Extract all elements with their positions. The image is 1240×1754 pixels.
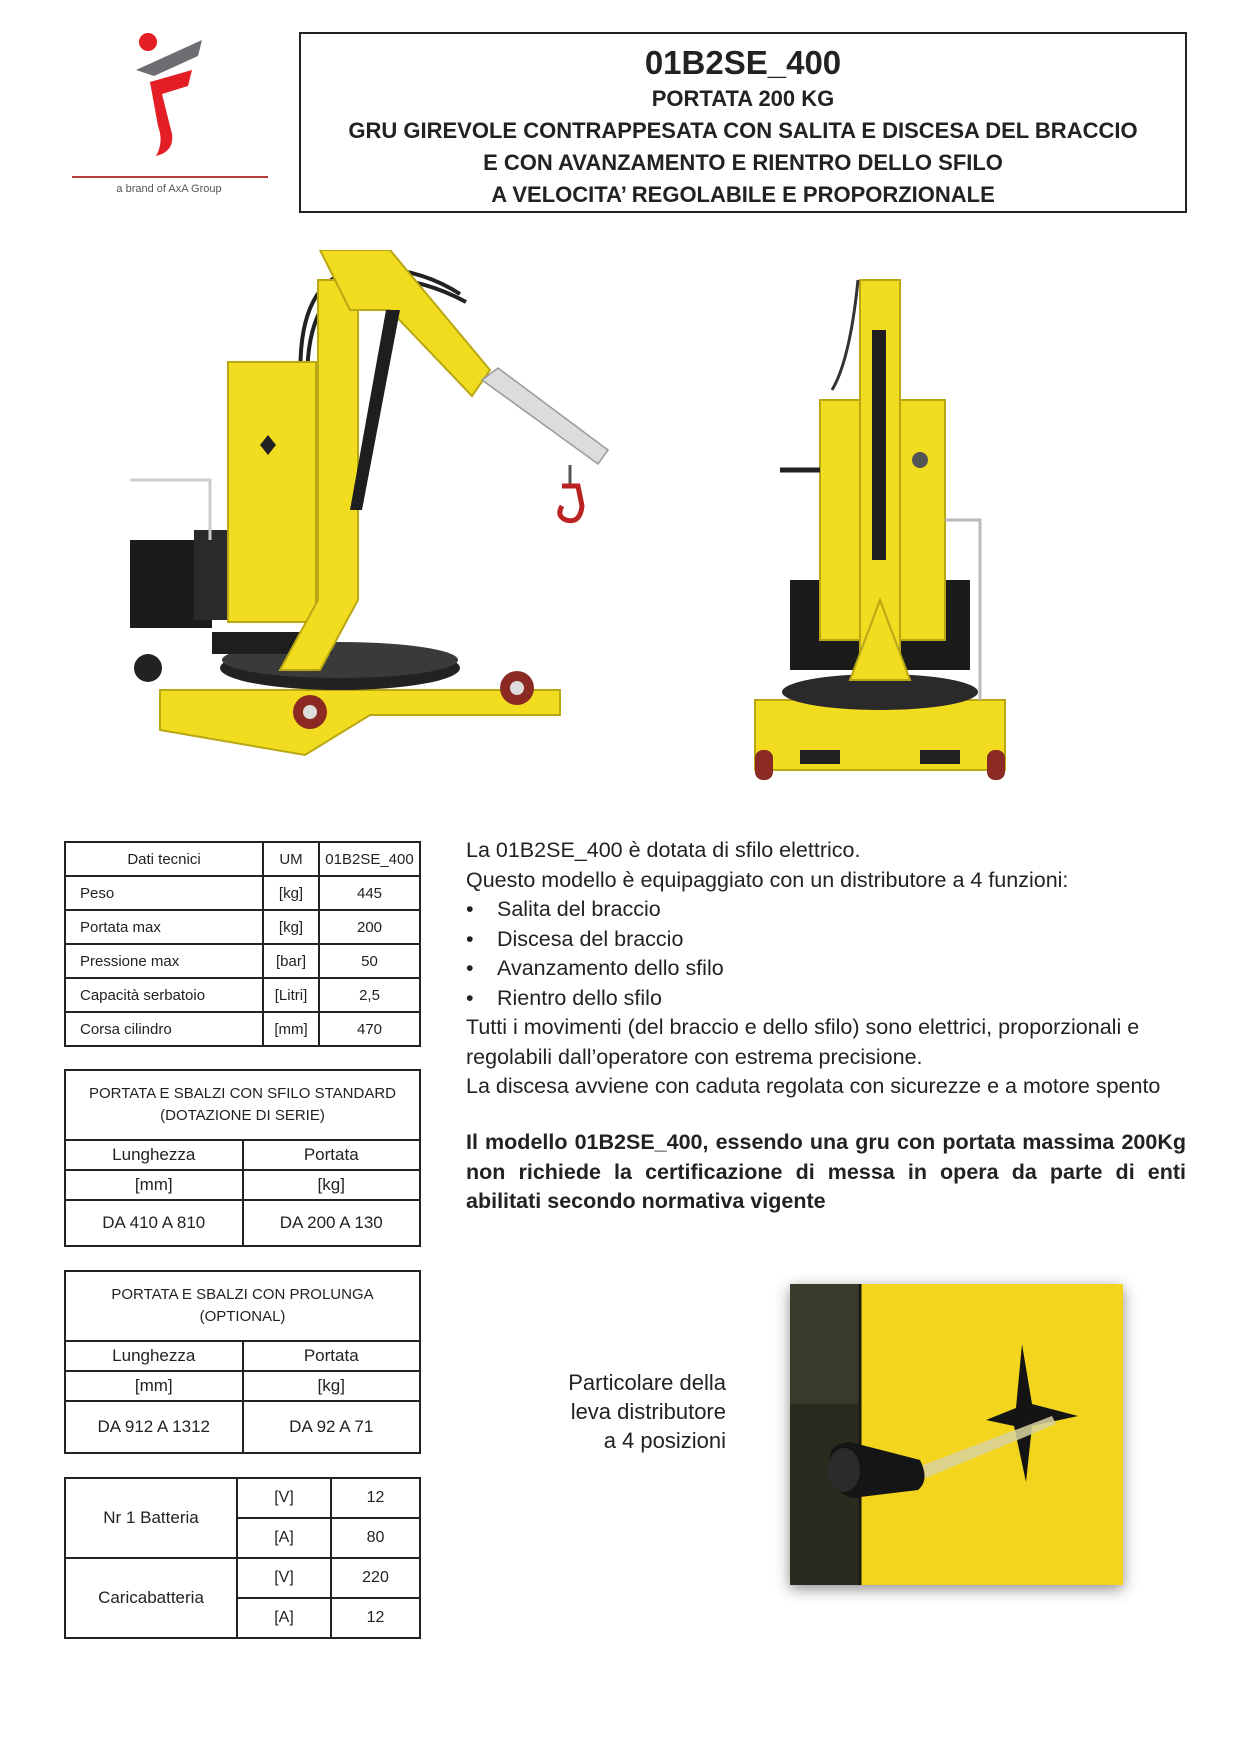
spec-label: Capacità serbatoio: [65, 978, 263, 1012]
spec-label: Portata max: [65, 910, 263, 944]
spec-header-label: Dati tecnici: [65, 842, 263, 876]
load-standard-title-line-1: PORTATA E SBALZI CON SFILO STANDARD: [88, 1085, 396, 1102]
load-standard-unit-length: [mm]: [65, 1170, 243, 1200]
battery-current-unit: [A]: [237, 1518, 331, 1558]
table-row: [65, 876, 420, 910]
spec-value: 50: [319, 944, 420, 978]
spec-value: 470: [319, 1012, 420, 1046]
spec-value: 200: [319, 910, 420, 944]
charger-voltage-unit: [V]: [237, 1558, 331, 1598]
brand-logo: [64, 30, 274, 200]
spec-value: 2,5: [319, 978, 420, 1012]
spec-unit: [mm]: [263, 1012, 319, 1046]
table-row: [65, 1012, 420, 1046]
brand-mark-icon: [64, 30, 274, 175]
logo-rule: [72, 176, 268, 178]
list-item: • Avanzamento dello sfilo: [466, 954, 1186, 984]
battery-current-value: 80: [331, 1518, 420, 1558]
battery-label: Nr 1 Batteria: [65, 1478, 237, 1558]
load-optional-value-length: DA 912 A 1312: [65, 1401, 243, 1453]
list-item: • Rientro dello sfilo: [466, 984, 1186, 1014]
battery-voltage-value: 12: [331, 1478, 420, 1518]
detail-caption: [520, 1368, 726, 1455]
charger-current-unit: [A]: [237, 1598, 331, 1638]
lever-detail-image: [790, 1284, 1123, 1585]
product-code: 01B2SE_400: [644, 44, 842, 81]
spec-unit: [kg]: [263, 910, 319, 944]
load-standard-title: [65, 1070, 420, 1140]
load-optional-col-capacity: Portata: [243, 1341, 421, 1371]
product-capacity: PORTATA 200 KG: [651, 86, 835, 111]
spec-unit: [bar]: [263, 944, 319, 978]
load-standard-unit-capacity: [kg]: [243, 1170, 421, 1200]
table-row: [65, 944, 420, 978]
load-optional-unit-capacity: [kg]: [243, 1371, 421, 1401]
caption-line-1: Particolare della: [568, 1370, 726, 1395]
description-line-3: Tutti i movimenti (del braccio e dello sfilo) sono elettrici, proporzionali e regolabili dall’operatore con estrema precisione.: [466, 1015, 1140, 1069]
spec-unit: [kg]: [263, 876, 319, 910]
load-standard-col-length: Lunghezza: [65, 1140, 243, 1170]
battery-table: [64, 1477, 421, 1639]
description-line-4: La discesa avviene con caduta regolata con sicurezze e a motore spento: [466, 1074, 1161, 1098]
caption-line-3: a 4 posizioni: [603, 1428, 726, 1453]
product-title-line-3: A VELOCITA’ REGOLABILE E PROPORZIONALE: [491, 182, 995, 207]
spec-header-model: 01B2SE_400: [319, 842, 420, 876]
charger-label: Caricabatteria: [65, 1558, 237, 1638]
function-list: [466, 895, 1186, 1013]
spec-header-unit: UM: [263, 842, 319, 876]
list-item: • Salita del braccio: [466, 895, 1186, 925]
charger-voltage-value: 220: [331, 1558, 420, 1598]
load-optional-title-line-1: PORTATA E SBALZI CON PROLUNGA: [111, 1286, 374, 1303]
spec-label: Pressione max: [65, 944, 263, 978]
battery-voltage-unit: [V]: [237, 1478, 331, 1518]
load-standard-value-length: DA 410 A 810: [65, 1200, 243, 1246]
product-title-line-1: GRU GIREVOLE CONTRAPPESATA CON SALITA E DISCESA DEL BRACCIO: [348, 118, 1138, 143]
brand-tagline: a brand of AxA Group: [116, 183, 222, 195]
product-description: [466, 836, 1186, 1102]
load-optional-unit-length: [mm]: [65, 1371, 243, 1401]
title-box: [299, 32, 1187, 213]
load-standard-table: [64, 1069, 421, 1247]
caption-line-2: leva distributore: [570, 1399, 726, 1424]
load-optional-value-capacity: DA 92 A 71: [243, 1401, 421, 1453]
load-standard-value-capacity: DA 200 A 130: [243, 1200, 421, 1246]
list-item: • Discesa del braccio: [466, 925, 1186, 955]
spec-label: Corsa cilindro: [65, 1012, 263, 1046]
product-title-line-2: E CON AVANZAMENTO E RIENTRO DELLO SFILO: [483, 150, 1003, 175]
description-line-1: La 01B2SE_400 è dotata di sfilo elettrico.: [466, 838, 861, 862]
spec-value: 445: [319, 876, 420, 910]
load-optional-title: [65, 1271, 420, 1341]
charger-current-value: 12: [331, 1598, 420, 1638]
load-optional-col-length: Lunghezza: [65, 1341, 243, 1371]
spec-unit: [Litri]: [263, 978, 319, 1012]
crane-side-view-image: [130, 250, 690, 820]
crane-front-view-image: [740, 250, 1040, 820]
load-optional-title-line-2: (OPTIONAL): [199, 1308, 286, 1325]
load-optional-table: [64, 1270, 421, 1454]
table-row: [65, 910, 420, 944]
spec-label: Peso: [65, 876, 263, 910]
description-line-2: Questo modello è equipaggiato con un distributore a 4 funzioni:: [466, 867, 1069, 892]
table-row: [65, 978, 420, 1012]
load-standard-title-line-2: (DOTAZIONE DI SERIE): [160, 1107, 325, 1124]
technical-data-table: [64, 841, 421, 1047]
certification-note: Il modello 01B2SE_400, essendo una gru con portata massima 200Kg non richiede la certificazione di messa in opera da parte di enti abilitati secondo normativa vigente: [466, 1130, 1186, 1213]
load-standard-col-capacity: Portata: [243, 1140, 421, 1170]
